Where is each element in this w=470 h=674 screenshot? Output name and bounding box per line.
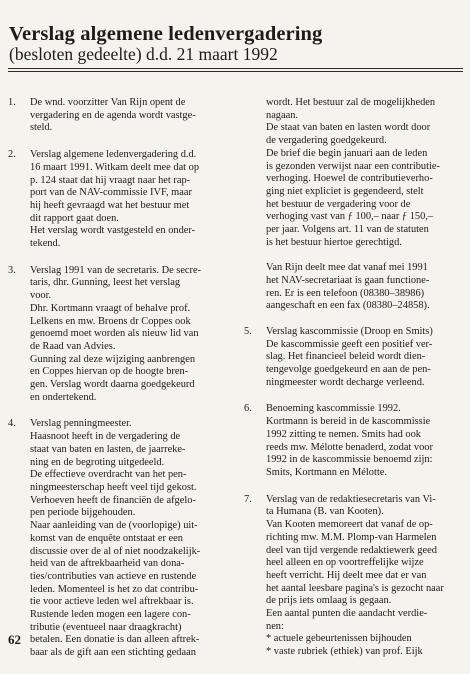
item-number: 7. (244, 493, 252, 505)
text-line: en Coppes hiervan op de hoogte bren- (30, 366, 189, 378)
text-line: per jaar. Volgens art. 11 van de statuten (266, 224, 429, 236)
continued-paragraph (244, 97, 468, 313)
text-line: ties/contributies van actieve en rustende (30, 570, 197, 582)
text-line: dit rapport gaat doen. (30, 212, 119, 224)
text-line: het NAV-secretariaat is gaan functione- (266, 274, 430, 286)
page-subtitle: (besloten gedeelte) d.d. 21 maart 1992 (9, 44, 278, 64)
text-line: tengevolge goedgekeurd en aan de pen- (266, 364, 431, 376)
page-number: 62 (8, 632, 21, 647)
item-number: 5. (244, 325, 252, 337)
text-line: genoemd moet worden als nieuw lid van (30, 328, 199, 340)
text-line: hij heeft gevraagd wat het bestuur met (30, 199, 190, 211)
text-line: deel van tijd vergende redaktiewerk geed (266, 544, 437, 556)
text-line: verhoging vast van ƒ 100,– naar ƒ 150,– (266, 211, 434, 223)
text-line: baar als de gift aan een stichting gedaan (30, 647, 196, 659)
text-line: voor. (30, 290, 52, 302)
text-line: De brief die begin januari aan de leden (266, 147, 428, 159)
text-line: Kortmann is bereid in de kascommissie (266, 416, 431, 428)
right-column (244, 97, 468, 673)
agenda-item (8, 265, 234, 405)
text-line: Verslag penningmeester. (30, 418, 132, 430)
text-line: komst van de enquête ontstaat er een (30, 532, 183, 544)
text-line: aangeschaft en een fax (08380–24858). (266, 300, 430, 312)
text-line: wordt. Het bestuur zal de mogelijkheden (266, 97, 436, 108)
agenda-item (244, 403, 468, 479)
text-line: heel alleen en op voortreffelijke wijze (266, 557, 424, 569)
text-line: leden. Momenteel is het zo dat contribu- (30, 583, 199, 595)
agenda-item (8, 418, 234, 659)
text-line: en ondertekend. (30, 391, 97, 403)
text-line: De effectieve overdracht van het pen- (30, 469, 187, 481)
item-number: 6. (244, 403, 252, 415)
text-line: pen periode bijgehouden. (30, 507, 136, 519)
text-line: steld. (30, 122, 53, 134)
agenda-item (8, 149, 234, 251)
text-line: het bestuur de vergadering voor de (266, 198, 411, 210)
text-line: is het bestuur hiertoe gerechtigd. (266, 236, 402, 248)
text-line: de vergadering goedgekeurd. (266, 135, 387, 147)
agenda-item (244, 326, 468, 390)
text-line: nen: (266, 620, 284, 632)
text-line: is gezonden verwijst naar een contributie- (266, 160, 440, 172)
text-line: tributie (eventueel naar draagkracht) (30, 621, 182, 633)
text-line: De staat van baten en lasten wordt door (266, 122, 431, 134)
text-line: gen. Verslag wordt daarna goedgekeurd (30, 379, 195, 391)
text-line: p. 124 staat dat hij vraagt naar het rap- (30, 174, 191, 186)
text-line: staat van baten en lasten, de jaarreke- (30, 443, 186, 455)
text-line: * vaste rubriek (ethiek) van prof. Eijk (266, 646, 423, 658)
text-line: ningmeester wordt decharge verleend. (266, 376, 425, 388)
text-line: Verhoeven heeft de financiën de afgelo- (30, 494, 196, 506)
text-line: Verslag algemene ledenvergadering d.d. (30, 149, 197, 161)
text-line: 1992 in de kascommissie benoemd zijn: (266, 454, 433, 466)
text-line: discussie over de al of niet noodzakelijk- (30, 545, 201, 557)
text-line: vergadering en de agenda wordt vastge- (30, 109, 196, 121)
text-line: 1992 zitting te nemen. Smits had ook (266, 428, 421, 440)
text-line: Gunning zal deze wijziging aanbrengen (30, 353, 196, 365)
item-number: 1. (8, 97, 16, 108)
text-line: verhoging. Hoewel de contributieverho- (266, 173, 433, 185)
text-line: Het verslag wordt vastgesteld en onder- (30, 225, 196, 237)
text-line: Naar aanleiding van de (voorlopige) uit- (30, 520, 198, 532)
text-line: ningmeesterschap heeft veel tijd gekost. (30, 481, 197, 493)
item-number: 2. (8, 149, 16, 161)
text-line: ning en de begroting uitgedeeld. (30, 456, 165, 468)
item-number: 4. (8, 418, 16, 430)
text-line: Rustende leden mogen een lagere con- (30, 609, 191, 621)
text-line: de prijs iets omlaag is gegaan. (266, 595, 392, 607)
text-line: het aantal leesbare pagina's is gezocht naar (266, 582, 444, 594)
text-line: ren. Er is een telefoon (08380–38986) (266, 287, 425, 299)
agenda-item (8, 97, 234, 135)
text-line: reeds mw. Mélotte benaderd, zodat voor (266, 441, 433, 453)
text-line: taris, dhr. Gunning, leest het verslag (30, 277, 181, 289)
text-line: heid van de aftrekbaarheid van dona- (30, 558, 185, 570)
text-line: Dhr. Kortmann vraagt of behalve prof. (30, 302, 191, 314)
text-line: port van de NAV-commissie IVF, maar (30, 187, 192, 199)
text-line: Van Rijn deelt mee dat vanaf mei 1991 (266, 262, 428, 274)
text-line: Verslag van de redaktiesecretaris van Vi- (266, 493, 436, 505)
item-number: 3. (8, 264, 16, 276)
text-line: * actuele gebeurtenissen bijhouden (266, 633, 412, 645)
text-line: Verslag 1991 van de secretaris. De secre- (30, 264, 202, 276)
text-line: de Raad van Advies. (30, 340, 116, 352)
text-line: Smits, Kortmann en Mélotte. (266, 466, 387, 478)
title-rule-bottom (8, 71, 463, 72)
left-column (8, 97, 234, 674)
title-rule-top (8, 68, 463, 69)
text-line: Benoeming kascommissie 1992. (266, 403, 401, 415)
text-line: Haasnoot heeft in de vergadering de (30, 431, 181, 443)
text-line: ging niet expliciet is gegendeerd, stelt (266, 185, 424, 197)
text-line: Lelkens en mw. Broens dr Coppes ook (30, 315, 191, 327)
text-line: tie voor actieve leden wel aftrekbaar is. (30, 596, 194, 608)
text-line: betalen. Een donatie is dan alleen aftrek- (30, 634, 200, 646)
text-line: richting mw. M.M. Plomp-van Harmelen (266, 531, 437, 543)
text-line: De wnd. voorzitter Van Rijn opent de (30, 97, 186, 108)
text-line: ta Humana (B. van Kooten). (266, 506, 384, 518)
text-line: Verslag kascommissie (Droop en Smits) (266, 325, 433, 337)
text-line: 16 maart 1991. Witkam deelt mee dat op (30, 161, 200, 173)
text-line: slag. Het financieel beleid wordt dien- (266, 351, 426, 363)
agenda-item (244, 494, 468, 659)
text-line: heeft verricht. Hij deelt mee dat er van (266, 569, 427, 581)
text-line: tekend. (30, 238, 61, 250)
text-line: Een aantal punten die aandacht verdie- (266, 608, 428, 620)
text-line (266, 249, 468, 262)
text-line: De kascommissie geeft een positief ver- (266, 338, 433, 350)
text-line: nagaan. (266, 109, 299, 121)
text-line: Van Kooten memoreert dat vanaf de op- (266, 519, 433, 531)
page-title: Verslag algemene ledenvergadering (9, 23, 323, 45)
